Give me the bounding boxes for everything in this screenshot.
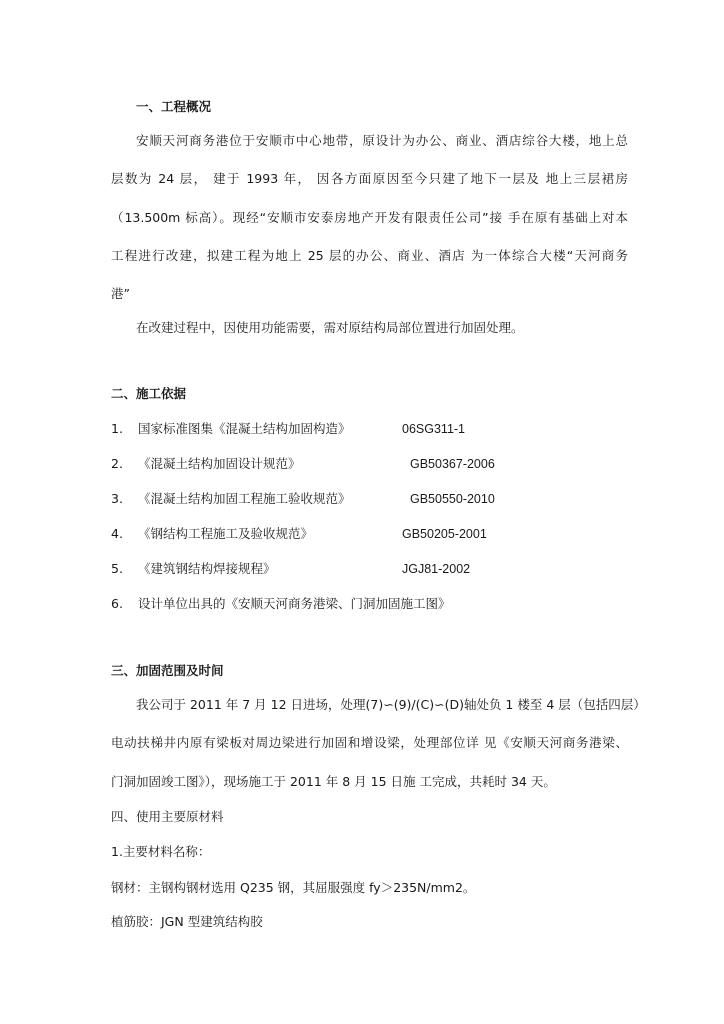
materials-glue: 植筋胶：JGN 型建筑结构胶: [111, 914, 263, 929]
scope-para-line1: 我公司于 2011 年 7 月 12 日进场，处理(7)∽(9)/(C)∽(D)轴处负 1 楼至 4 层（包括四层）: [136, 697, 646, 712]
scope-para-line2: 电动扶梯井内原有梁板对周边梁进行加固和增设梁，处理部位详 见《安顺天河商务港梁、: [111, 735, 628, 750]
overview-para1-line4: 工程进行改建，拟建工程为地上 25 层的办公、商业、酒店 为一体综合大楼“天河商务: [111, 248, 628, 263]
basis-item-1-num: 1.: [111, 421, 123, 436]
basis-item-6-title: 设计单位出具的《安顺天河商务港梁、门洞加固施工图》: [138, 596, 451, 611]
overview-para1-line5: 港”: [111, 286, 130, 301]
overview-para1-line3: （13.500m 标高）。现经“安顺市安泰房地产开发有限责任公司”接 手在原有基础上对本: [111, 210, 628, 225]
materials-sub1: 1.主要材料名称：: [111, 844, 211, 859]
basis-item-5-code: JGJ81-2002: [402, 562, 471, 576]
basis-item-4-num: 4.: [111, 526, 123, 541]
basis-item-1-title: 国家标准图集《混凝土结构加固构造》: [138, 421, 351, 436]
basis-item-5-title: 《建筑钢结构焊接规程》: [138, 561, 276, 576]
section-heading-overview: 一、工程概况: [136, 99, 212, 114]
basis-item-2-code: GB50367-2006: [410, 457, 495, 471]
basis-item-4-title: 《钢结构工程施工及验收规范》: [138, 526, 314, 541]
basis-item-5-num: 5.: [111, 561, 123, 576]
section-heading-scope: 三、加固范围及时间: [111, 663, 224, 678]
basis-item-2-num: 2.: [111, 456, 123, 471]
materials-steel: 钢材：主钢构钢材选用 Q235 钢，其屈服强度 fy＞235N/mm2。: [111, 880, 476, 895]
basis-item-6-num: 6.: [111, 596, 123, 611]
basis-item-2-title: 《混凝土结构加固设计规范》: [138, 456, 301, 471]
overview-para1-line2: 层数为 24 层， 建于 1993 年， 因各方面原因至今只建了地下一层及 地上三层裙房: [111, 171, 628, 186]
basis-item-3-num: 3.: [111, 491, 123, 506]
section-heading-materials: 四、使用主要原材料: [111, 809, 224, 824]
overview-para1-line1: 安顺天河商务港位于安顺市中心地带，原设计为办公、商业、酒店综谷大楼，地上总: [136, 133, 628, 148]
basis-item-1-code: 06SG311-1: [402, 422, 466, 436]
basis-item-3-code: GB50550-2010: [410, 492, 495, 506]
basis-item-3-title: 《混凝土结构加固工程施工验收规范》: [138, 491, 351, 506]
basis-item-4-code: GB50205-2001: [402, 527, 487, 541]
overview-para2: 在改建过程中，因使用功能需要，需对原结构局部位置进行加固处理。: [136, 320, 524, 335]
section-heading-basis: 二、施工依据: [111, 386, 187, 401]
scope-para-line3: 门洞加固竣工图》），现场施工于 2011 年 8 月 15 日施 工完成，共耗时 34 天。: [111, 774, 556, 789]
